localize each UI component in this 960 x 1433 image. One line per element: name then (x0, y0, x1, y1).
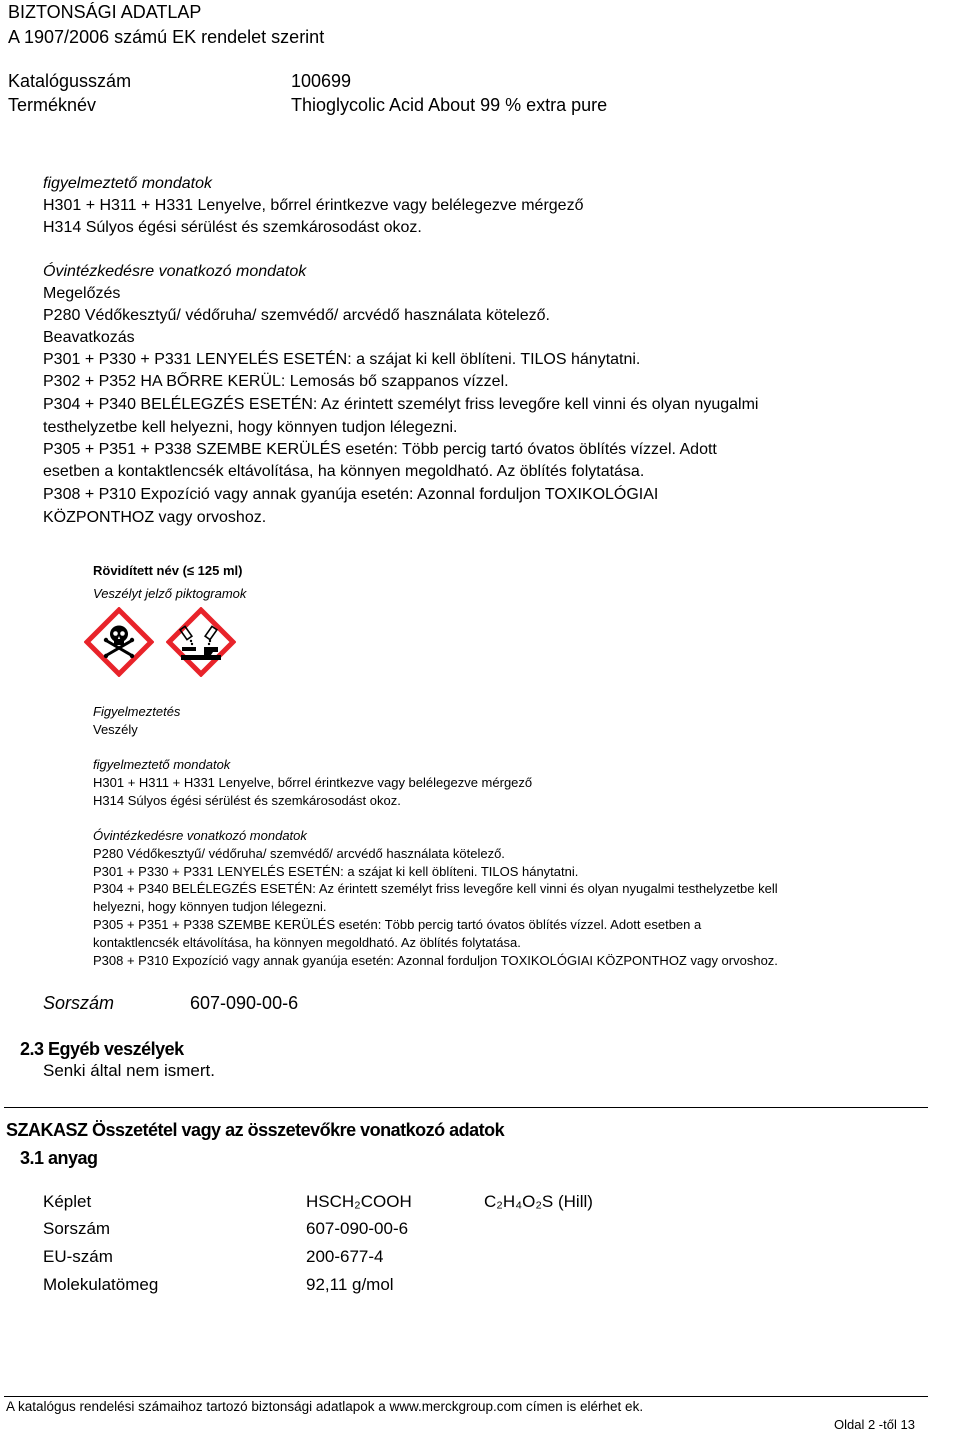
response-line: P305 + P351 + P338 SZEMBE KERÜLÉS esetén: Több percig tartó óvatos öblítés vízzel. Adott (43, 441, 717, 458)
signal-word-label: Figyelmeztetés (93, 704, 181, 719)
response-line: P304 + P340 BELÉLEGZÉS ESETÉN: Az érintett személyt friss levegőre kell vinni és olyan nyugalmi (43, 396, 759, 413)
short-precaution-line: P308 + P310 Expozíció vagy annak gyanúja esetén: Azonnal forduljon TOXIKOLÓGIAI KÖZPONTHOZ vagy orvoshoz. (93, 953, 778, 968)
response-label: Beavatkozás (43, 329, 135, 346)
section-divider (4, 1107, 928, 1108)
response-line: esetben a kontaktlencsék eltávolítása, ha könnyen megoldható. Az öblítés folytatása. (43, 463, 645, 480)
response-line: P301 + P330 + P331 LENYELÉS ESETÉN: a szájat ki kell öblíteni. TILOS hánytatni. (43, 351, 641, 368)
molar-mass-value: 92,11 g/mol (306, 1275, 394, 1294)
index-label: Sorszám (43, 993, 115, 1013)
catalog-value: 100699 (291, 71, 352, 91)
index-number-value: 607-090-00-6 (306, 1219, 409, 1238)
short-hazard-statement: H301 + H311 + H331 Lenyelve, bőrrel érintkezve vagy belélegezve mérgező (93, 775, 533, 790)
ec-number-value: 200-677-4 (306, 1247, 384, 1266)
short-precaution-line: P280 Védőkesztyű/ védőruha/ szemvédő/ arcvédő használata kötelező. (93, 846, 505, 861)
other-hazards-text: Senki által nem ismert. (43, 1061, 215, 1080)
index-value: 607-090-00-6 (190, 993, 299, 1013)
corrosion-icon (166, 607, 236, 677)
skull-crossbones-icon (84, 607, 154, 677)
prevention-text: P280 Védőkesztyű/ védőruha/ szemvédő/ arcvédő használata kötelező. (43, 307, 550, 324)
hazard-statements-heading: figyelmeztető mondatok (43, 175, 212, 192)
short-label-heading: Rövidített név (≤ 125 ml) (93, 563, 243, 578)
short-precaution-line: P304 + P340 BELÉLEGZÉS ESETÉN: Az érintett személyt friss levegőre kell vinni és olyan nyugalmi testhelyzetbe kell (93, 881, 778, 896)
regulation-subtitle: A 1907/2006 számú EK rendelet szerint (8, 27, 325, 47)
section3-subheading: 3.1 anyag (20, 1148, 98, 1168)
formula-value: HSCH₂COOH (306, 1192, 412, 1211)
short-precaution-line: helyezni, hogy könnyen tudjon lélegezni. (93, 899, 327, 914)
ec-number-label: EU-szám (43, 1247, 113, 1266)
precaution-heading: Óvintézkedésre vonatkozó mondatok (43, 263, 307, 280)
other-hazards-heading: 2.3 Egyéb veszélyek (20, 1039, 184, 1059)
product-label: Terméknév (8, 95, 97, 115)
short-precaution-line: P301 + P330 + P331 LENYELÉS ESETÉN: a szájat ki kell öblíteni. TILOS hánytatni. (93, 864, 579, 879)
response-line: KÖZPONTHOZ vagy orvoshoz. (43, 509, 267, 526)
section3-heading: SZAKASZ Összetétel vagy az összetevőkre vonatkozó adatok (6, 1120, 505, 1140)
pictograms-heading: Veszélyt jelző piktogramok (93, 586, 247, 601)
short-precaution-line: kontaktlencsék eltávolítása, ha könnyen megoldható. Az öblítés folytatása. (93, 935, 521, 950)
molar-mass-label: Molekulatömeg (43, 1275, 159, 1294)
hazard-statement: H314 Súlyos égési sérülést és szemkárosodást okoz. (43, 219, 422, 236)
document-title: BIZTONSÁGI ADATLAP (8, 2, 202, 22)
short-statements-heading: figyelmeztető mondatok (93, 757, 231, 772)
footer-divider (4, 1396, 928, 1397)
response-line: P302 + P352 HA BŐRRE KERÜL: Lemosás bő szappanos vízzel. (43, 373, 509, 390)
index-number-label: Sorszám (43, 1219, 111, 1238)
response-line: P308 + P310 Expozíció vagy annak gyanúja esetén: Azonnal forduljon TOXIKOLÓGIAI (43, 486, 659, 503)
prevention-label: Megelőzés (43, 285, 121, 302)
formula-label: Képlet (43, 1192, 92, 1211)
short-hazard-statement: H314 Súlyos égési sérülést és szemkárosodást okoz. (93, 793, 401, 808)
page-number: Oldal 2 -től 13 (834, 1417, 915, 1432)
product-value: Thioglycolic Acid About 99 % extra pure (291, 95, 608, 115)
response-line: testhelyzetbe kell helyezni, hogy könnyen tudjon lélegezni. (43, 419, 458, 436)
catalog-label: Katalógusszám (8, 71, 132, 91)
footer-note: A katalógus rendelési számaihoz tartozó biztonsági adatlapok a www.merckgroup.com címen is elérhet ek. (6, 1399, 644, 1414)
hill-formula-value: C₂H₄O₂S (Hill) (484, 1192, 593, 1211)
signal-word-value: Veszély (93, 722, 138, 737)
hazard-statement: H301 + H311 + H331 Lenyelve, bőrrel érintkezve vagy belélegezve mérgező (43, 197, 584, 214)
short-precaution-line: P305 + P351 + P338 SZEMBE KERÜLÉS esetén: Több percig tartó óvatos öblítés vízzel. Adott esetben a (93, 917, 702, 932)
short-precaution-heading: Óvintézkedésre vonatkozó mondatok (93, 828, 307, 843)
